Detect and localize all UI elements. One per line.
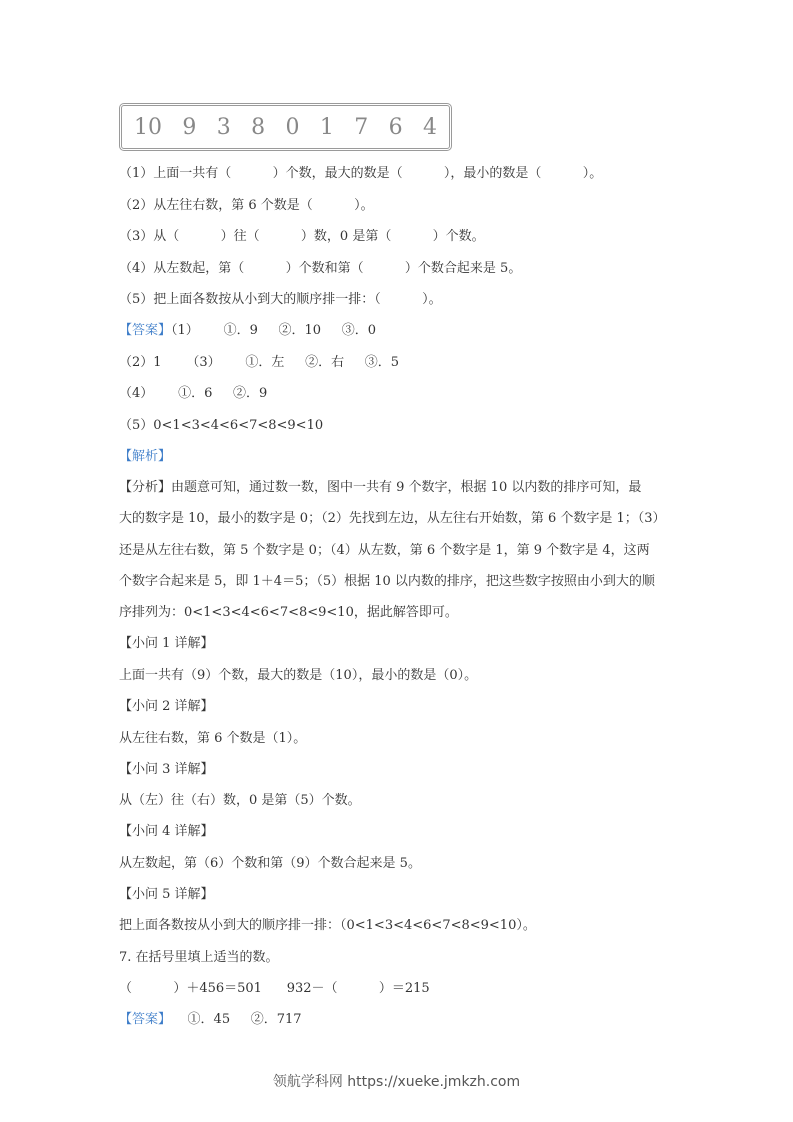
number: 6 <box>388 114 403 140</box>
analysis-line: 大的数字是 10，最小的数字是 0；（2）先找到左边，从左往右开始数，第 6 个数字是 1；（3） <box>119 511 666 526</box>
detail-title-1: 【小问 1 详解】 <box>119 636 214 651</box>
number: 3 <box>216 114 231 140</box>
detail-text-1: 上面一共有（9）个数，最大的数是（10），最小的数是（0）。 <box>119 668 478 683</box>
detail-text-4: 从左数起，第（6）个数和第（9）个数合起来是 5。 <box>119 856 421 871</box>
question-3: （3）从（ ）往（ ）数，0 是第（ ）个数。 <box>119 229 485 244</box>
answer-line-2: （2）1 （3） ①．左 ②．右 ③．5 <box>119 355 399 370</box>
answer-line-4: （5）0<1<3<4<6<7<8<9<10 <box>119 418 324 433</box>
answer-tag: 【答案】 <box>119 323 172 338</box>
question-1: （1）上面一共有（ ）个数，最大的数是（ ），最小的数是（ ）。 <box>119 166 603 181</box>
detail-title-2: 【小问 2 详解】 <box>119 699 214 714</box>
detail-text-5: 把上面各数按从小到大的顺序排一排：（0<1<3<4<6<7<8<9<10）。 <box>119 918 536 933</box>
detail-title-5: 【小问 5 详解】 <box>119 887 214 902</box>
number: 1 <box>319 114 334 140</box>
number: 8 <box>251 114 266 140</box>
number: 4 <box>423 114 437 140</box>
answer-line-3: （4） ①．6 ②．9 <box>119 386 268 401</box>
analysis-line: 序排列为：0<1<3<4<6<7<8<9<10，据此解答即可。 <box>119 605 458 620</box>
analysis-line: 还是从左往右数，第 5 个数字是 0；（4）从左数，第 6 个数字是 1，第 9 个数字是 4，这两 <box>119 543 650 558</box>
question-5: （5）把上面各数按从小到大的顺序排一排：（ ）。 <box>119 292 442 307</box>
question-7-title: 7. 在括号里填上适当的数。 <box>119 950 279 965</box>
detail-title-4: 【小问 4 详解】 <box>119 824 214 839</box>
number: 0 <box>285 114 300 140</box>
answer-line-1: 【答案】（1） ①．9 ②．10 ③．0 <box>119 323 376 338</box>
number: 10 <box>134 114 162 140</box>
question-7-equations: （ ）＋456＝501 932－（ ）＝215 <box>119 981 430 996</box>
detail-text-2: 从左往右数，第 6 个数是（1）。 <box>119 731 307 746</box>
answer-tag: 【答案】 <box>119 1012 172 1027</box>
footer-watermark: 领航学科网 https://xueke.jmkzh.com <box>272 1074 521 1090</box>
analysis-line: 个数字合起来是 5，即 1＋4＝5；（5）根据 10 以内数的排序，把这些数字按照由小到大的顺 <box>119 574 655 589</box>
question-7-answer: 【答案】 ①．45 ②．717 <box>119 1012 302 1027</box>
number-sequence-box <box>119 103 452 151</box>
number: 7 <box>354 114 369 140</box>
question-2: （2）从左往右数，第 6 个数是（ ）。 <box>119 198 374 213</box>
detail-text-3: 从（左）往（右）数，0 是第（5）个数。 <box>119 793 361 808</box>
number: 9 <box>182 114 197 140</box>
analysis-tag: 【解析】 <box>119 449 172 464</box>
detail-title-3: 【小问 3 详解】 <box>119 762 214 777</box>
question-4: （4）从左数起，第（ ）个数和第（ ）个数合起来是 5。 <box>119 261 522 276</box>
analysis-line: 【分析】由题意可知，通过数一数，图中一共有 9 个数字，根据 10 以内数的排序可知，最 <box>119 480 642 495</box>
